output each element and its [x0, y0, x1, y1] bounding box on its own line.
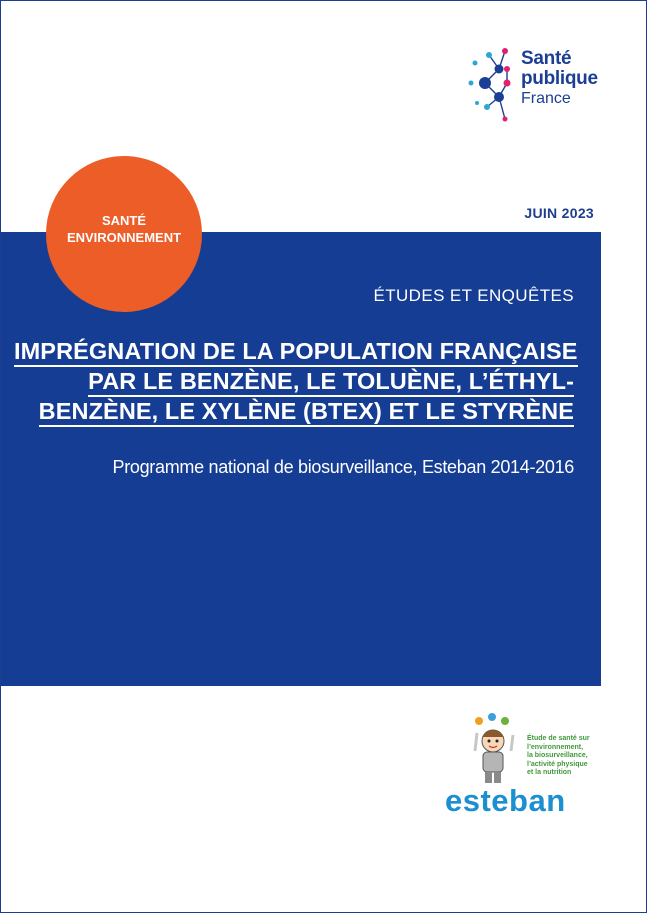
- esteban-desc-line-1: Étude de santé sur: [527, 735, 590, 742]
- category-label: ÉTUDES ET ENQUÊTES: [373, 286, 574, 305]
- juggling-boy-icon: [463, 711, 533, 791]
- sante-publique-france-logo: [467, 45, 617, 125]
- esteban-description: [527, 735, 607, 778]
- logo-line-publique: publique: [521, 68, 598, 89]
- title-line-2: PAR LE BENZÈNE, LE TOLUÈNE, L’ÉTHYL-: [88, 367, 574, 397]
- logo-line-france: France: [521, 90, 571, 107]
- esteban-logo: [445, 711, 613, 821]
- badge-line-1: SANTÉ: [101, 213, 147, 228]
- title-line-1: IMPRÉGNATION DE LA POPULATION FRANÇAISE: [14, 337, 578, 367]
- logo-line-sante: Santé: [521, 48, 572, 69]
- report-subtitle: Programme national de biosurveillance, Esteban 2014-2016: [112, 457, 574, 477]
- esteban-desc-line-3: la biosurveillance,: [527, 752, 588, 759]
- molecule-icon: [467, 45, 523, 125]
- esteban-desc-line-4: l’activité physique: [527, 760, 588, 768]
- publication-date: JUIN 2023: [524, 205, 594, 221]
- title-line-3: BENZÈNE, LE XYLÈNE (BTEX) ET LE STYRÈNE: [39, 397, 574, 427]
- report-title: [14, 337, 578, 427]
- esteban-desc-line-5: et la nutrition: [527, 769, 572, 776]
- theme-badge: [46, 156, 202, 312]
- badge-line-2: ENVIRONNEMENT: [66, 230, 182, 245]
- esteban-desc-line-2: l’environnement,: [527, 743, 584, 751]
- esteban-wordmark: esteban: [445, 783, 566, 818]
